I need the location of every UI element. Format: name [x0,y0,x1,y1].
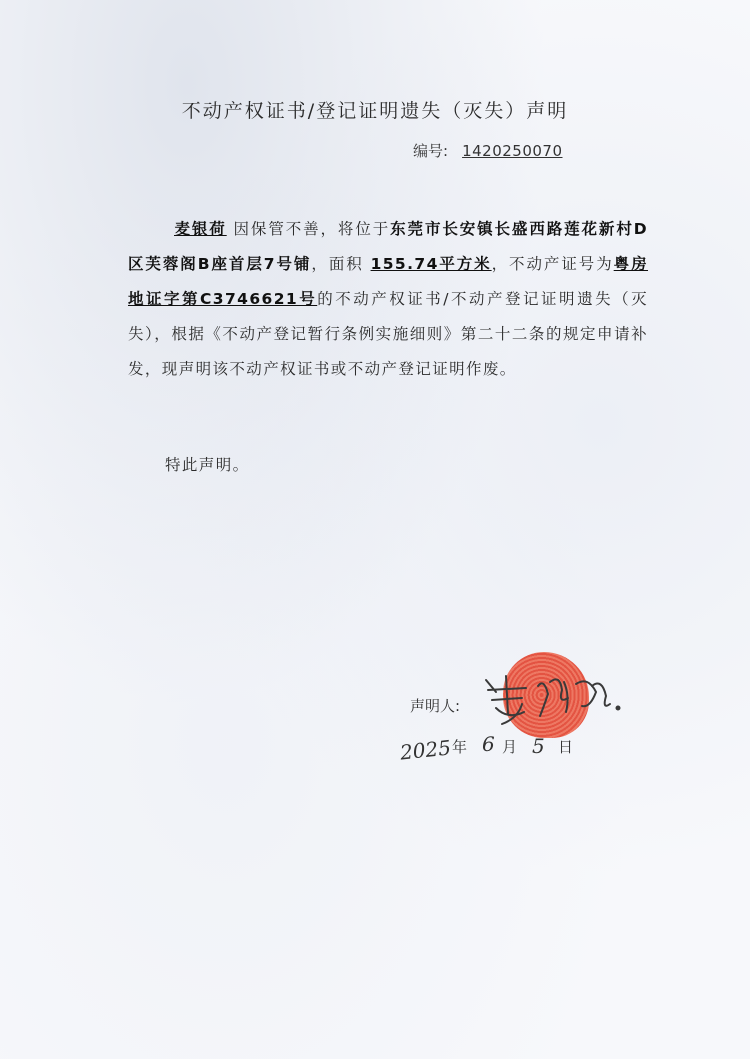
declarant-label: 声明人: [410,697,461,715]
statement-body [128,212,648,387]
number-value: 1420250070 [462,142,563,160]
property-area: 155.74平方米 [370,255,492,273]
body-text-4: 的不动产权证书/不动产登记证明遗失（灭失），根据《不动产登记暂行条例实施细则》第二十二条的规定申请补发，现声明该不动产权证书或不动产登记证明作废。 [128,290,648,378]
document-number [413,140,563,161]
date-month-char: 月 [502,738,518,756]
date-day-char: 日 [558,738,574,756]
signing-date [400,732,600,772]
document-title: 不动产权证书/登记证明遗失（灭失）声明 [181,100,569,122]
certificate-number: 粤房地证字第C3746621号 [128,255,649,308]
date-year: 2025 [398,735,453,765]
body-text-1: 因保管不善，将位于 [226,220,391,238]
date-day: 5 [532,734,545,758]
property-address: 东莞市长安镇长盛西路莲花新村D区芙蓉阁B座首层7号铺 [128,220,649,273]
date-year-char: 年 [452,738,468,756]
declarant-name: 麦银荷 [174,220,227,238]
number-label: 编号: [413,142,449,160]
body-text-2: ，面积 [311,255,371,273]
handwritten-signature [478,668,628,728]
closing-text: 特此声明。 [165,456,250,474]
body-text-3: ，不动产证号为 [491,255,614,273]
date-month: 6 [482,732,495,756]
